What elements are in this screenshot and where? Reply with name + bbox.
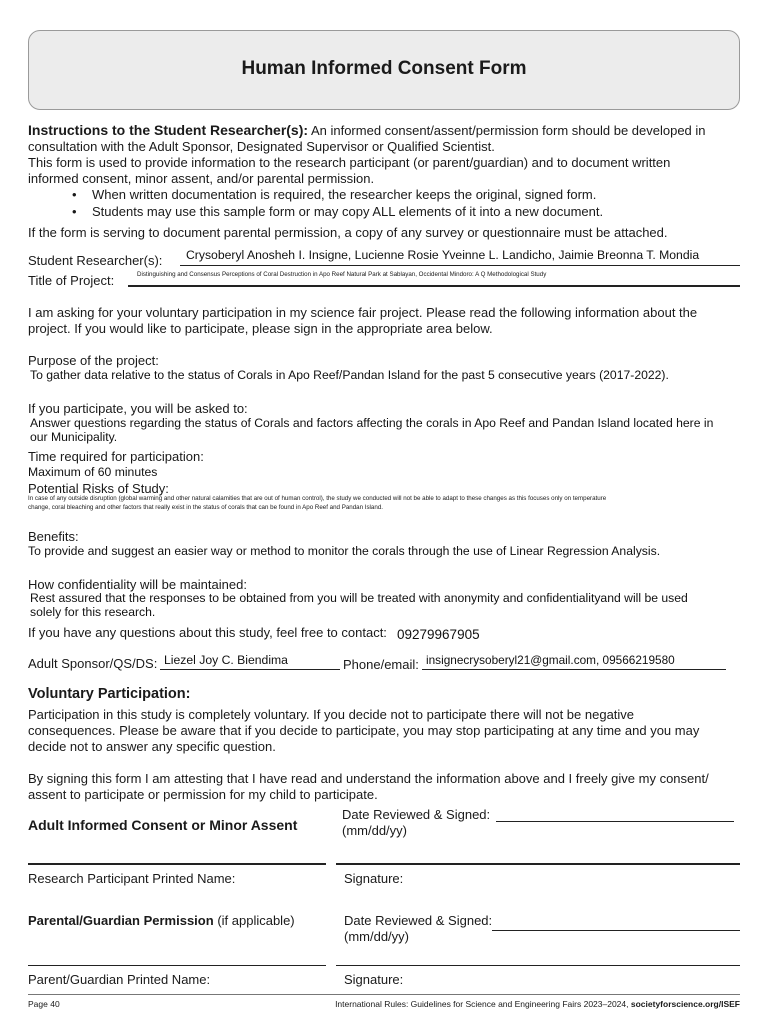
- parental-note: If the form is serving to document parental permission, a copy of any survey or questionnaire must be attached.: [28, 225, 668, 240]
- risks-value-2[interactable]: change, coral bleaching and other factors that really exist in the status of corals that can be found in Apo Reef and Pandan Island.: [28, 504, 383, 511]
- adult-date-format: (mm/dd/yy): [342, 823, 407, 838]
- instructions-bullet-2: Students may use this sample form or may copy ALL elements of it into a new document.: [92, 204, 604, 219]
- parent-name-field[interactable]: [28, 965, 326, 966]
- participant-name-label: Research Participant Printed Name:: [28, 871, 236, 886]
- attest-text-1: By signing this form I am attesting that I have read and understand the information above and I freely give my consent/: [28, 771, 709, 786]
- parental-date-field[interactable]: [492, 930, 740, 931]
- bullet-icon: •: [72, 187, 77, 202]
- footer-divider: [28, 994, 740, 995]
- parental-date-label: Date Reviewed & Signed:: [344, 913, 493, 928]
- instructions-text-3: This form is used to provide information to the research participant (or parent/guardian) and to document written: [28, 155, 671, 170]
- voluntary-heading: Voluntary Participation:: [28, 686, 191, 702]
- parent-signature-field[interactable]: [336, 965, 740, 966]
- parental-heading-note: (if applicable): [217, 913, 295, 928]
- intro-text-2: project. If you would like to participate, please sign in the appropriate area below.: [28, 321, 493, 336]
- project-title-value[interactable]: Distinguishing and Consensus Perceptions of Coral Destruction in Apo Reef Natural Park at Sablayan, Occidental Mindoro: A Q Methodological Study: [137, 271, 547, 278]
- footer-page-number: Page 40: [28, 999, 60, 1009]
- instructions-line-1: [28, 122, 706, 139]
- voluntary-text-3: decide not to answer any specific question.: [28, 739, 276, 754]
- adult-sponsor-line: [160, 669, 340, 670]
- instructions-text-1: An informed consent/assent/permission form should be developed in: [310, 123, 706, 138]
- intro-text-1: I am asking for your voluntary participation in my science fair project. Please read the following information about the: [28, 305, 698, 320]
- attest-text-2: assent to participate or permission for my child to participate.: [28, 787, 378, 802]
- parental-date-format: (mm/dd/yy): [344, 929, 409, 944]
- student-researcher-line: [180, 265, 740, 266]
- asked-label: If you participate, you will be asked to:: [28, 401, 248, 416]
- phone-email-value[interactable]: insignecrysoberyl21@gmail.com, 09566219580: [426, 653, 675, 667]
- parent-name-label: Parent/Guardian Printed Name:: [28, 972, 211, 987]
- footer-site-link[interactable]: societyforscience.org/ISEF: [630, 999, 740, 1009]
- phone-email-label: Phone/email:: [343, 657, 419, 672]
- benefits-value[interactable]: To provide and suggest an easier way or method to monitor the corals through the use of Linear Regression Analysis.: [28, 544, 661, 558]
- risks-value-1[interactable]: In case of any outside disruption (global warming and other natural calamities that are out of human control), the study we conducted will not be able to adapt to these changes as this focuses only on temperature: [28, 495, 607, 502]
- student-researcher-value[interactable]: Crysoberyl Anosheh I. Insigne, Lucienne Rosie Yveinne L. Landicho, Jaimie Breonna T. Mondia: [186, 248, 700, 262]
- voluntary-text-1: Participation in this study is completely voluntary. If you decide not to participate there will not be negative: [28, 707, 635, 722]
- adult-consent-heading: Adult Informed Consent or Minor Assent: [28, 817, 298, 833]
- project-title-label: Title of Project:: [28, 273, 115, 288]
- footer-rules-text: International Rules: Guidelines for Science and Engineering Fairs 2023–2024,: [335, 999, 629, 1009]
- parental-heading-row: [28, 913, 295, 929]
- phone-email-line: [422, 669, 726, 670]
- purpose-label: Purpose of the project:: [28, 353, 159, 368]
- benefits-label: Benefits:: [28, 529, 79, 544]
- confidentiality-value-1[interactable]: Rest assured that the responses to be obtained from you will be treated with anonymity and confidentialityand will be used: [30, 591, 688, 605]
- contact-label: If you have any questions about this study, feel free to contact:: [28, 625, 387, 640]
- footer-rules: [335, 999, 740, 1009]
- participant-signature-label: Signature:: [344, 871, 404, 886]
- risks-label: Potential Risks of Study:: [28, 481, 169, 496]
- instructions-text-4: informed consent, minor assent, and/or parental permission.: [28, 171, 375, 186]
- asked-value-1[interactable]: Answer questions regarding the status of Corals and factors affecting the corals in Apo Reef and Pandan Island located here in: [30, 416, 714, 430]
- bullet-icon: •: [72, 204, 77, 219]
- parent-signature-label: Signature:: [344, 972, 404, 987]
- instructions-bullet-1: When written documentation is required, the researcher keeps the original, signed form.: [92, 187, 597, 202]
- instructions-heading: Instructions to the Student Researcher(s):: [28, 122, 309, 138]
- parental-heading: Parental/Guardian Permission: [28, 913, 214, 928]
- purpose-value[interactable]: To gather data relative to the status of Corals in Apo Reef/Pandan Island for the past 5 consecutive years (2017-2022).: [30, 368, 669, 382]
- time-value[interactable]: Maximum of 60 minutes: [28, 465, 158, 479]
- adult-date-label: Date Reviewed & Signed:: [342, 807, 491, 822]
- student-researcher-label: Student Researcher(s):: [28, 253, 163, 268]
- adult-date-field[interactable]: [496, 821, 734, 822]
- form-title: Human Informed Consent Form: [241, 58, 527, 79]
- time-label: Time required for participation:: [28, 449, 204, 464]
- adult-sponsor-label: Adult Sponsor/QS/DS:: [28, 656, 158, 671]
- adult-sponsor-value[interactable]: Liezel Joy C. Biendima: [164, 653, 288, 667]
- project-title-line: [128, 285, 740, 287]
- instructions-text-2: consultation with the Adult Sponsor, Designated Supervisor or Qualified Scientist.: [28, 139, 495, 154]
- contact-value[interactable]: 09279967905: [397, 627, 480, 642]
- confidentiality-value-2[interactable]: solely for this research.: [30, 605, 156, 619]
- asked-value-2[interactable]: our Municipality.: [30, 430, 118, 444]
- participant-name-field[interactable]: [28, 863, 326, 865]
- voluntary-text-2: consequences. Please be aware that if you decide to participate, you may stop participating at any time and you may: [28, 723, 700, 738]
- participant-signature-field[interactable]: [336, 863, 740, 865]
- confidentiality-label: How confidentiality will be maintained:: [28, 577, 247, 592]
